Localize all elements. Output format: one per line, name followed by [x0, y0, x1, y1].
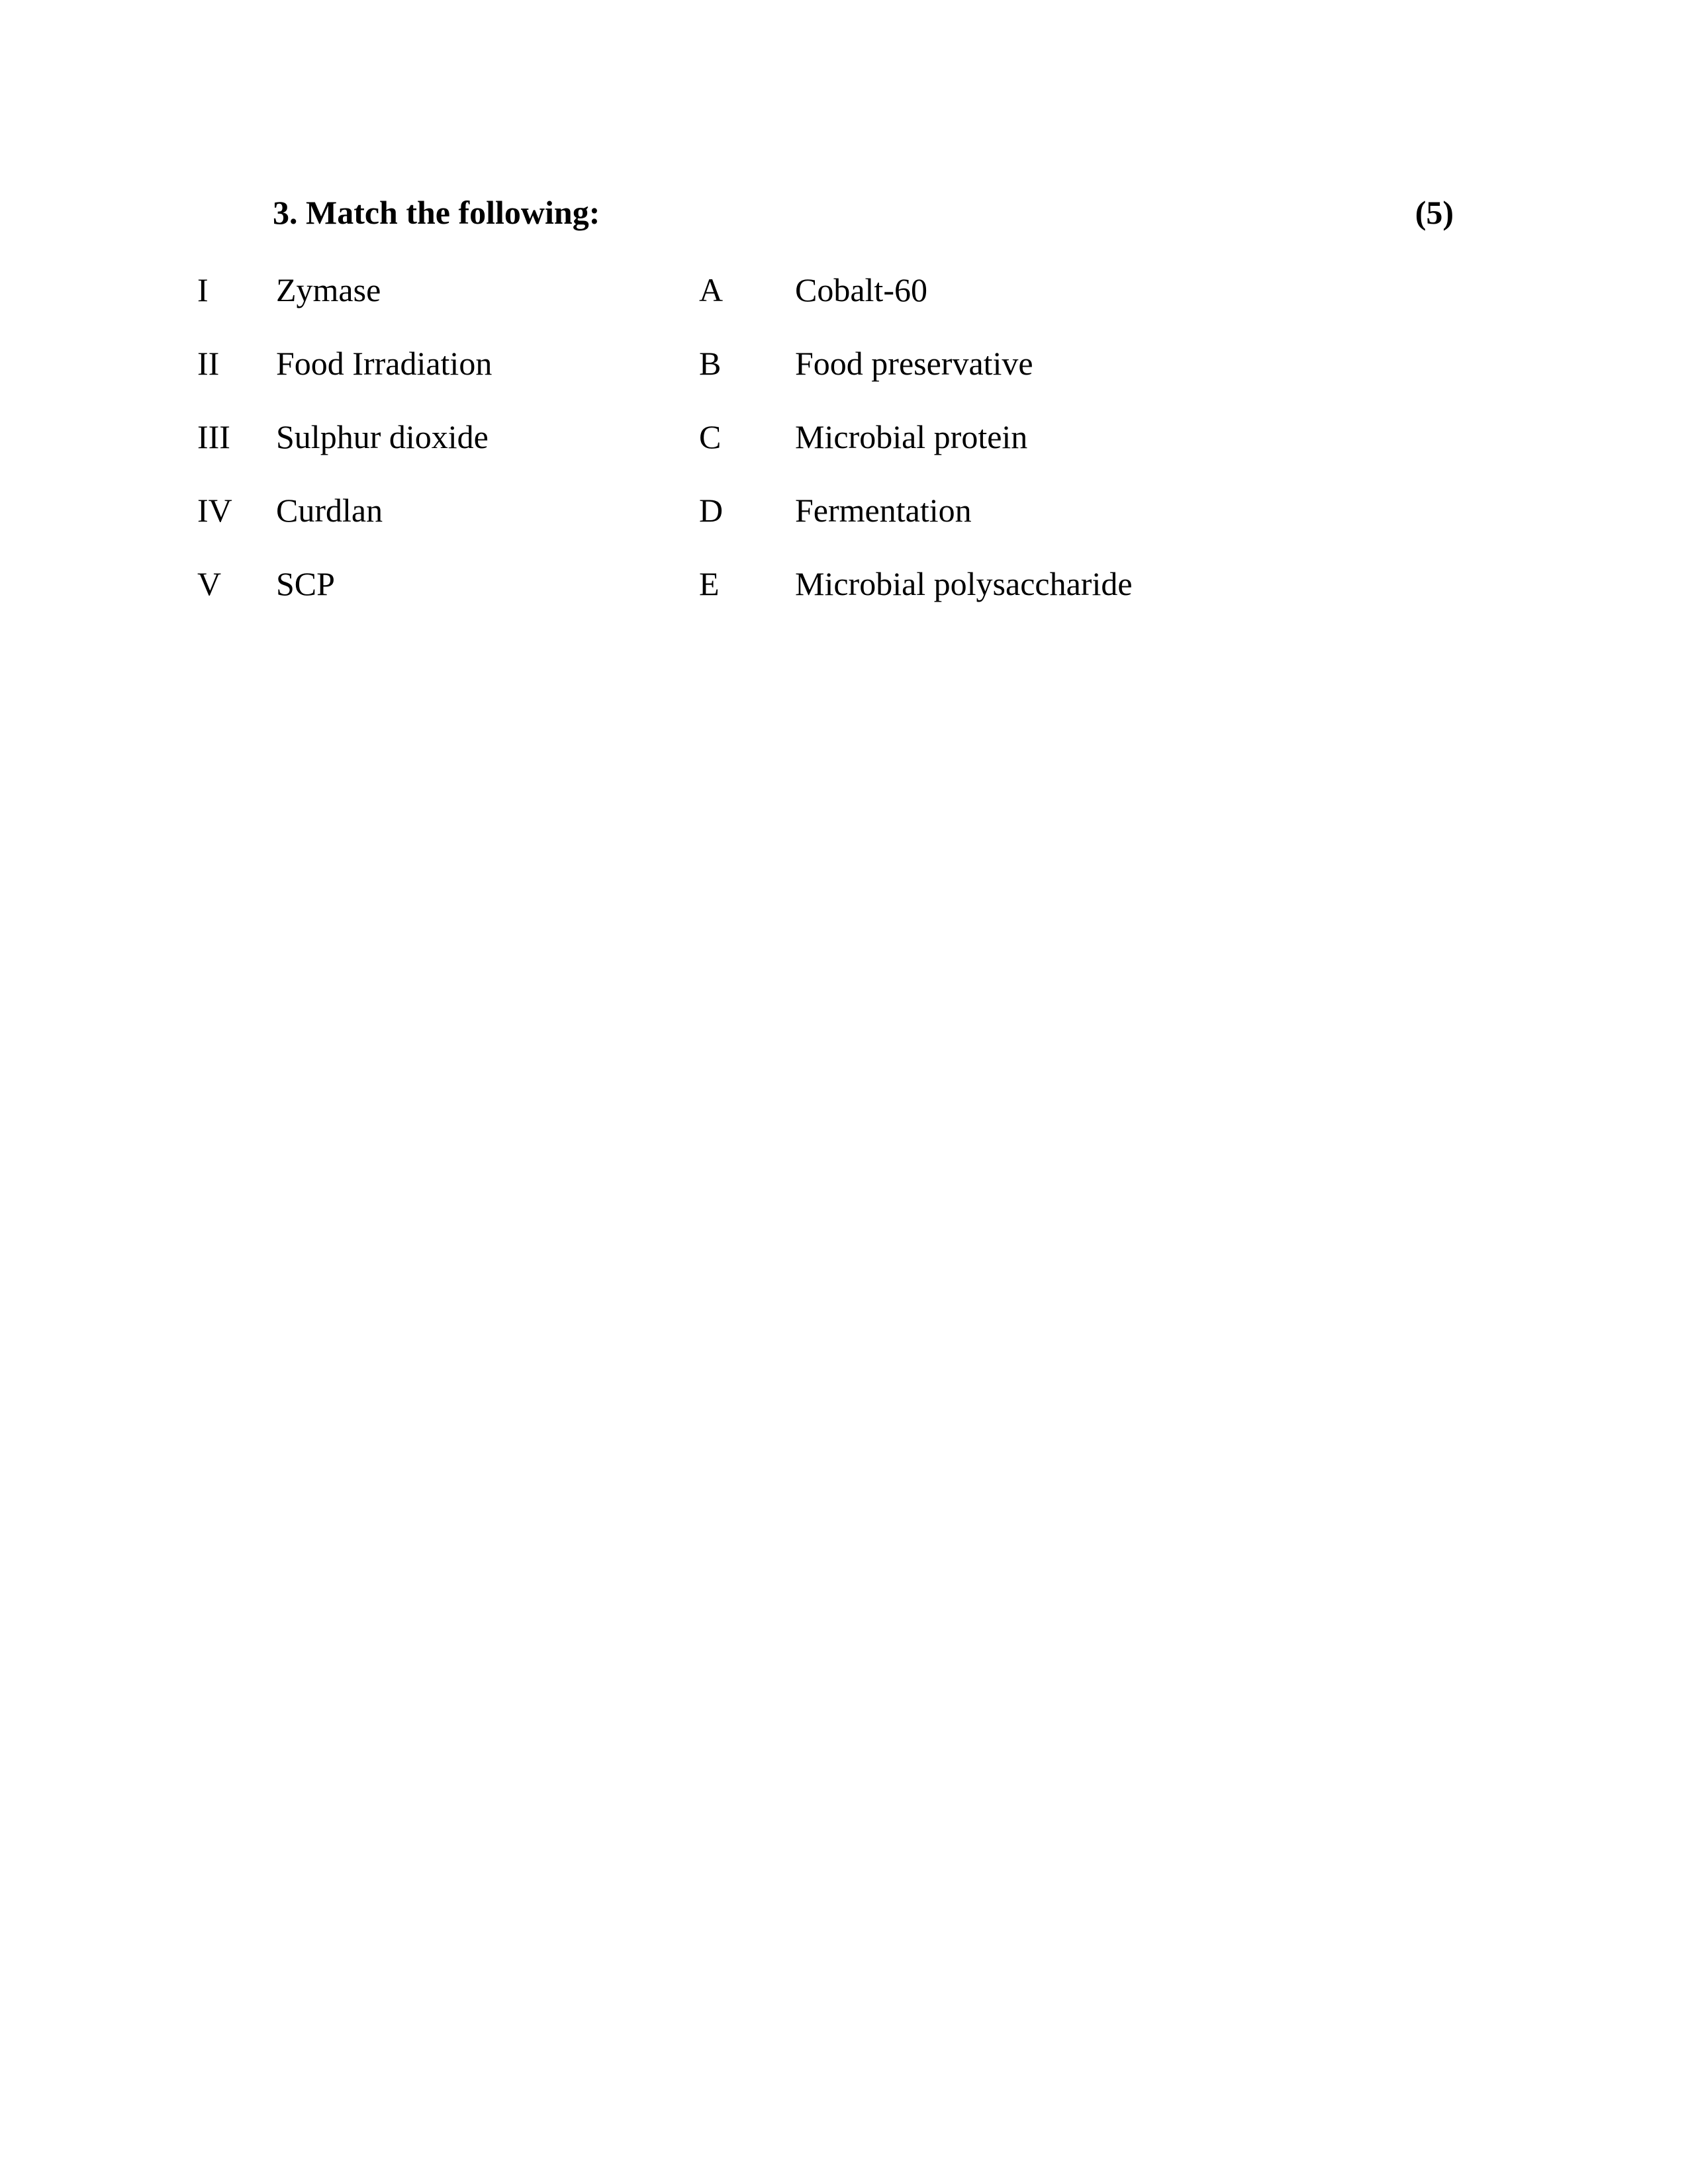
option-letter: D: [699, 492, 724, 529]
match-row: [0, 490, 1688, 564]
option-letter: A: [699, 271, 724, 308]
option-letter: C: [699, 418, 722, 455]
right-column-item: Cobalt-60: [795, 271, 927, 308]
roman-numeral: IV: [197, 492, 232, 529]
option-letter: E: [699, 565, 720, 602]
match-table: [0, 270, 1688, 637]
left-column-item: Sulphur dioxide: [276, 418, 489, 455]
roman-numeral: V: [197, 565, 222, 602]
match-row: [0, 564, 1688, 637]
roman-numeral: I: [197, 271, 209, 308]
left-column-item: Zymase: [276, 271, 381, 308]
match-row: [0, 343, 1688, 417]
match-row: [0, 270, 1688, 343]
question-marks: (5): [1415, 194, 1454, 231]
right-column-item: Microbial polysaccharide: [795, 565, 1133, 602]
match-row: [0, 417, 1688, 490]
roman-numeral: III: [197, 418, 230, 455]
right-column-item: Food preservative: [795, 345, 1033, 382]
option-letter: B: [699, 345, 722, 382]
roman-numeral: II: [197, 345, 220, 382]
question-heading: 3. Match the following:: [273, 194, 600, 231]
left-column-item: Curdlan: [276, 492, 383, 529]
right-column-item: Fermentation: [795, 492, 972, 529]
right-column-item: Microbial protein: [795, 418, 1028, 455]
left-column-item: SCP: [276, 565, 335, 602]
left-column-item: Food Irradiation: [276, 345, 492, 382]
